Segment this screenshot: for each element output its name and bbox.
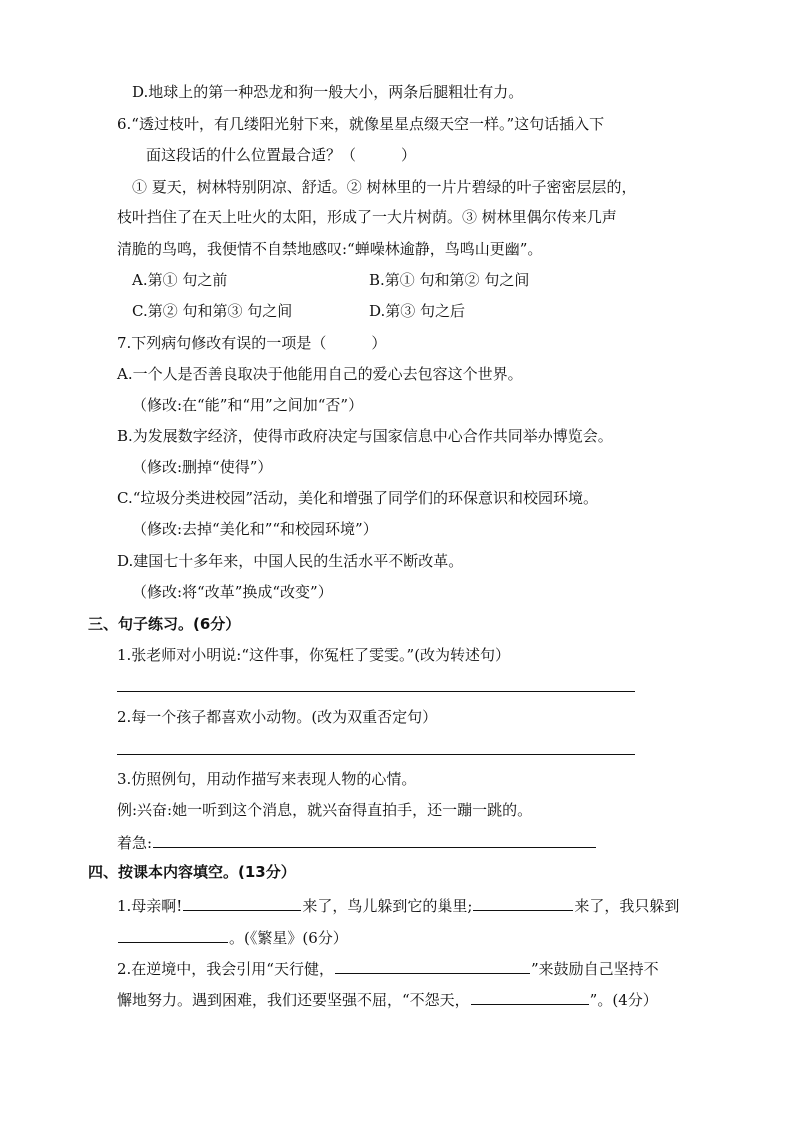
s4-q2-text-3: 懈地努力。遇到困难，我们还要坚强不屈，“不怨天， (117, 991, 470, 1009)
q6-option-a: A.第① 句之前 (132, 271, 228, 289)
q6-passage-line-3: 清脆的鸟鸣，我便情不自禁地感叹:“蝉噪林逾静，鸟鸣山更幽”。 (117, 240, 543, 258)
s4-q1-line-1 (117, 894, 679, 916)
s3-example: 例:兴奋:她一听到这个消息，就兴奋得直拍手，还一蹦一跳的。 (117, 801, 533, 819)
q5-option-d: D.地球上的第一种恐龙和狗一般大小，两条后腿粗壮有力。 (132, 83, 524, 101)
section-4-heading: 四、按课本内容填空。(13分） (88, 863, 296, 881)
q6-stem-line-1: 6.“透过枝叶，有几缕阳光射下来，就像星星点缀天空一样。”这句话插入下 (117, 115, 605, 133)
s4-q1-blank-1[interactable] (183, 894, 301, 911)
s3-question-1: 1.张老师对小明说:“这件事，你冤枉了雯雯。”(改为转述句） (117, 646, 511, 664)
q6-stem-line-2: 面这段话的什么位置最合适？（ ） (146, 146, 417, 164)
q6-passage-line-2: 枝叶挡住了在天上吐火的太阳，形成了一大片树荫。③ 树林里偶尔传来几声 (117, 208, 617, 226)
s4-q1-line-2 (117, 926, 348, 948)
s3-anxious-prompt (117, 831, 597, 853)
s3-anxious-label: 着急: (117, 834, 153, 852)
s4-q1-text-1: 1.母亲啊! (117, 897, 183, 915)
s3-question-2: 2.每一个孩子都喜欢小动物。(改为双重否定句） (117, 708, 438, 726)
s4-q1-text-3: 来了，我只躲到 (574, 897, 680, 915)
s4-q2-text-2: ”来鼓励自己坚持不 (530, 960, 659, 978)
q7-option-d: D.建国七十多年来，中国人民的生活水平不断改革。 (117, 552, 464, 570)
s4-q2-blank-1[interactable] (335, 957, 530, 974)
s4-q2-line-2 (117, 988, 658, 1010)
s3-q1-answer-line[interactable] (117, 691, 635, 692)
section-3-heading: 三、句子练习。(6分） (88, 615, 241, 633)
s3-q2-answer-line[interactable] (117, 754, 635, 755)
q6-option-c: C.第② 句和第③ 句之间 (132, 302, 293, 320)
s3-anxious-answer-line[interactable] (153, 831, 596, 848)
q6-option-d: D.第③ 句之后 (369, 302, 466, 320)
s4-q2-text-1: 2.在逆境中，我会引用“天行健， (117, 960, 334, 978)
q7-option-b: B.为发展数字经济，使得市政府决定与国家信息中心合作共同举办博览会。 (117, 427, 613, 445)
q7-fix-d: （修改:将“改革”换成“改变”） (132, 583, 333, 601)
q7-fix-c: （修改:去掉“美化和”“和校园环境”） (132, 520, 378, 538)
s4-q2-blank-2[interactable] (471, 988, 589, 1005)
s4-q1-text-2: 来了，鸟儿躲到它的巢里; (302, 897, 473, 915)
s4-q1-text-4: 。(《繁星》(6分） (229, 929, 348, 947)
s4-q1-blank-2[interactable] (473, 894, 573, 911)
q7-stem: 7.下列病句修改有误的一项是（ ） (117, 334, 387, 352)
q7-option-a: A.一个人是否善良取决于他能用自己的爱心去包容这个世界。 (117, 365, 523, 383)
q7-fix-b: （修改:删掉“使得”） (132, 458, 273, 476)
q6-option-b: B.第① 句和第② 句之间 (369, 271, 530, 289)
q7-option-c: C.“垃圾分类进校园”活动，美化和增强了同学们的环保意识和校园环境。 (117, 489, 599, 507)
s4-q2-line-1 (117, 957, 659, 979)
s3-question-3: 3.仿照例句，用动作描写来表现人物的心情。 (117, 770, 417, 788)
s4-q1-blank-3[interactable] (118, 926, 228, 943)
q7-fix-a: （修改:在“能”和“用”之间加“否”） (132, 396, 364, 414)
s4-q2-text-4: ”。(4分） (589, 991, 658, 1009)
q6-passage-line-1: ① 夏天，树林特别阴凉、舒适。② 树林里的一片片碧绿的叶子密密层层的， (132, 178, 637, 196)
